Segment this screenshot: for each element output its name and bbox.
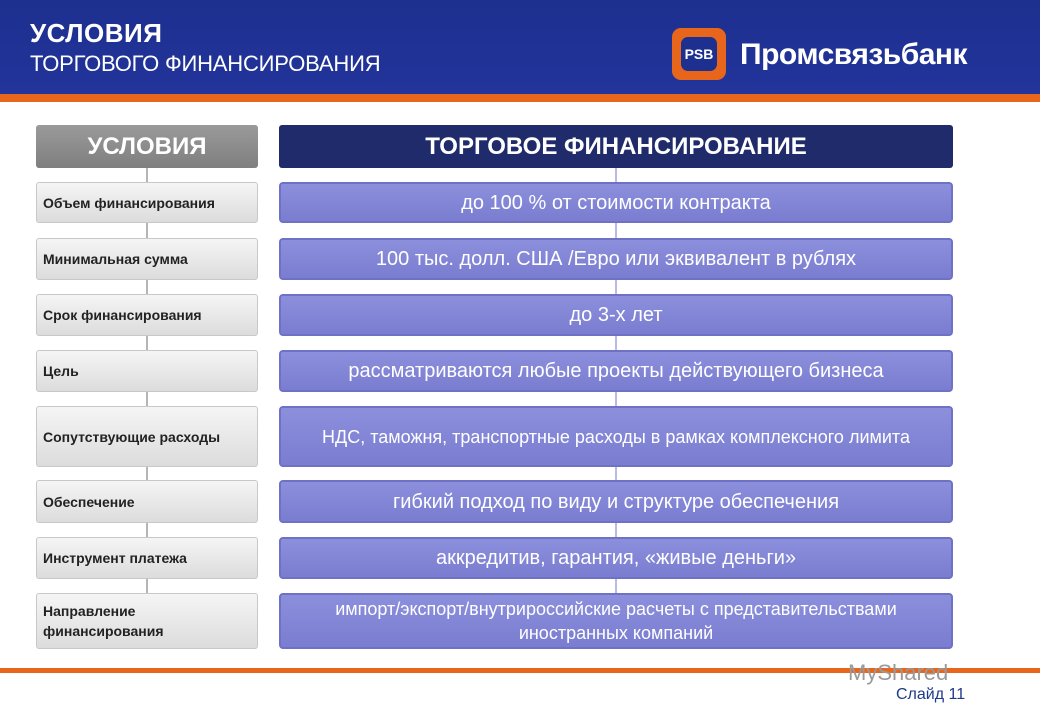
connector — [615, 336, 617, 350]
condition-label: Инструмент платежа — [36, 537, 258, 579]
connector — [146, 579, 148, 593]
connector — [146, 223, 148, 238]
connector — [615, 467, 617, 480]
trade-finance-column-header: ТОРГОВОЕ ФИНАНСИРОВАНИЕ — [279, 125, 953, 168]
watermark: MyShared — [848, 660, 949, 685]
page-title: УСЛОВИЯ — [30, 18, 163, 48]
condition-value: аккредитив, гарантия, «живые деньги» — [279, 537, 953, 579]
condition-label: Направление финансирования — [36, 593, 258, 649]
header-accent-line — [0, 94, 1040, 102]
header-bar — [0, 0, 1040, 94]
connector — [615, 579, 617, 593]
condition-value: рассматриваются любые проекты действующего бизнеса — [279, 350, 953, 392]
condition-value: 100 тыс. долл. США /Евро или эквивалент в рублях — [279, 238, 953, 280]
condition-value: импорт/экспорт/внутрироссийские расчеты с представительствами иностранных компаний — [279, 593, 953, 649]
connector — [615, 280, 617, 294]
condition-value: до 100 % от стоимости контракта — [279, 182, 953, 223]
connector — [146, 523, 148, 537]
connector — [615, 523, 617, 537]
condition-label: Обеспечение — [36, 480, 258, 523]
condition-label: Срок финансирования — [36, 294, 258, 336]
connector — [146, 467, 148, 480]
logo-monogram: PSB — [681, 37, 717, 71]
condition-value: НДС, таможня, транспортные расходы в рамках комплексного лимита — [279, 406, 953, 467]
condition-label: Сопутствующие расходы — [36, 406, 258, 467]
connector — [615, 392, 617, 406]
connector — [615, 168, 617, 182]
connector — [146, 336, 148, 350]
condition-label: Объем финансирования — [36, 182, 258, 223]
connector — [615, 223, 617, 238]
connector — [146, 168, 148, 182]
page-subtitle: ТОРГОВОГО ФИНАНСИРОВАНИЯ — [30, 51, 381, 76]
condition-label: Минимальная сумма — [36, 238, 258, 280]
bank-logo-icon — [672, 28, 726, 80]
connector — [146, 392, 148, 406]
condition-label: Цель — [36, 350, 258, 392]
condition-value: до 3-х лет — [279, 294, 953, 336]
connector — [146, 280, 148, 294]
conditions-column-header: УСЛОВИЯ — [36, 125, 258, 168]
bank-name: Промсвязьбанк — [740, 38, 968, 71]
condition-value: гибкий подход по виду и структуре обеспечения — [279, 480, 953, 523]
slide-number: Слайд 11 — [896, 686, 966, 703]
